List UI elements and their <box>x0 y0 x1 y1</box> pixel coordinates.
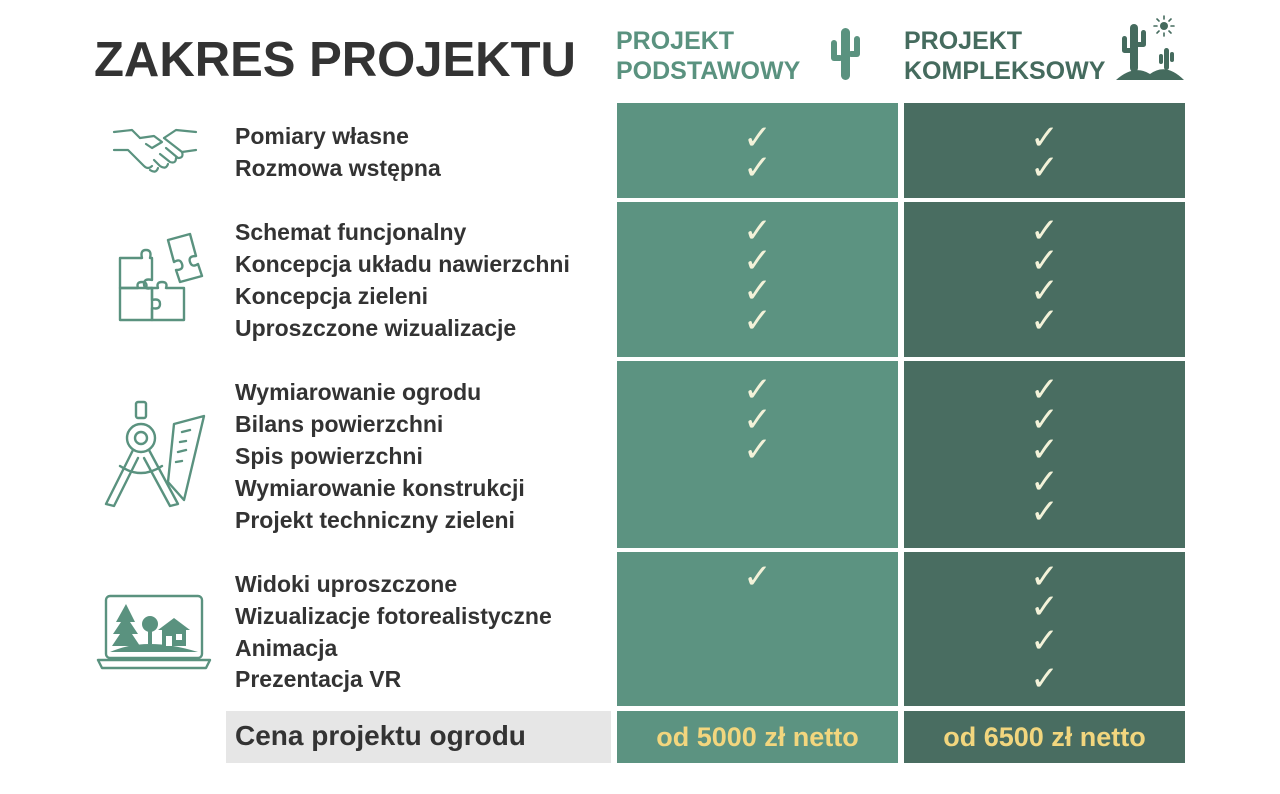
check-icon: ✓ <box>1030 659 1059 699</box>
section-3-full-cell <box>904 361 1185 548</box>
price-full-cell <box>904 711 1185 763</box>
list-item: Widoki uproszczone <box>235 571 458 597</box>
list-item: Bilans powierzchni <box>235 411 444 437</box>
handshake-icon <box>110 120 200 180</box>
desert-cactus-sun-icon <box>1114 14 1186 82</box>
column-header-full-line2: KOMPLEKSOWY <box>904 57 1106 85</box>
check-icon: ✓ <box>1030 557 1059 597</box>
list-item: Uproszczone wizualizacje <box>235 315 517 341</box>
price-label: Cena projektu ogrodu <box>235 720 526 751</box>
check-icon: ✓ <box>1030 430 1059 470</box>
list-item: Projekt techniczny zieleni <box>235 507 515 533</box>
list-item: Prezentacja VR <box>235 666 402 692</box>
price-full: od 6500 zł netto <box>943 722 1146 752</box>
check-icon: ✓ <box>1030 211 1059 251</box>
check-icon: ✓ <box>1030 492 1059 532</box>
column-header-basic-line2: PODSTAWOWY <box>616 57 801 85</box>
cactus-icon <box>828 26 862 82</box>
list-item: Schemat funcjonalny <box>235 219 467 245</box>
check-icon: ✓ <box>1030 148 1059 188</box>
section-4-full-cell <box>904 552 1185 706</box>
check-icon: ✓ <box>1030 301 1059 341</box>
list-item: Animacja <box>235 635 338 661</box>
section-1-basic-cell <box>617 103 898 198</box>
list-item: Rozmowa wstępna <box>235 155 441 181</box>
check-icon: ✓ <box>743 118 772 158</box>
section-3-basic-cell <box>617 361 898 548</box>
puzzle-icon <box>112 230 208 326</box>
check-icon: ✓ <box>743 301 772 341</box>
price-basic: od 5000 zł netto <box>656 722 859 752</box>
check-icon: ✓ <box>1030 587 1059 627</box>
list-item: Pomiary własne <box>235 123 409 149</box>
check-icon: ✓ <box>1030 621 1059 661</box>
compass-ruler-icon <box>100 400 210 510</box>
column-header-basic <box>616 26 800 86</box>
check-icon: ✓ <box>743 148 772 188</box>
check-icon: ✓ <box>743 211 772 251</box>
check-icon: ✓ <box>1030 370 1059 410</box>
check-icon: ✓ <box>1030 462 1059 502</box>
list-item: Koncepcja zieleni <box>235 283 429 309</box>
check-icon: ✓ <box>743 430 772 470</box>
list-item: Wizualizacje fotorealistyczne <box>235 603 552 629</box>
check-icon: ✓ <box>743 370 772 410</box>
section-1-full-cell <box>904 103 1185 198</box>
check-icon: ✓ <box>1030 118 1059 158</box>
check-icon: ✓ <box>1030 400 1059 440</box>
list-item: Koncepcja układu nawierzchni <box>235 251 570 277</box>
section-4-basic-cell <box>617 552 898 706</box>
section-2-full-cell <box>904 202 1185 357</box>
laptop-landscape-icon <box>96 592 212 672</box>
list-item: Wymiarowanie ogrodu <box>235 379 482 405</box>
list-item: Spis powierzchni <box>235 443 423 469</box>
check-icon: ✓ <box>1030 241 1059 281</box>
check-icon: ✓ <box>743 241 772 281</box>
list-item: Wymiarowanie konstrukcji <box>235 475 525 501</box>
column-header-basic-line1: PROJEKT <box>616 27 735 55</box>
price-basic-cell <box>617 711 898 763</box>
check-icon: ✓ <box>743 557 772 597</box>
page-title: ZAKRES PROJEKTU <box>94 33 576 87</box>
section-2-basic-cell <box>617 202 898 357</box>
check-icon: ✓ <box>743 400 772 440</box>
check-icon: ✓ <box>743 271 772 311</box>
column-header-full <box>904 26 1105 86</box>
column-header-full-line1: PROJEKT <box>904 27 1023 55</box>
check-icon: ✓ <box>1030 271 1059 311</box>
